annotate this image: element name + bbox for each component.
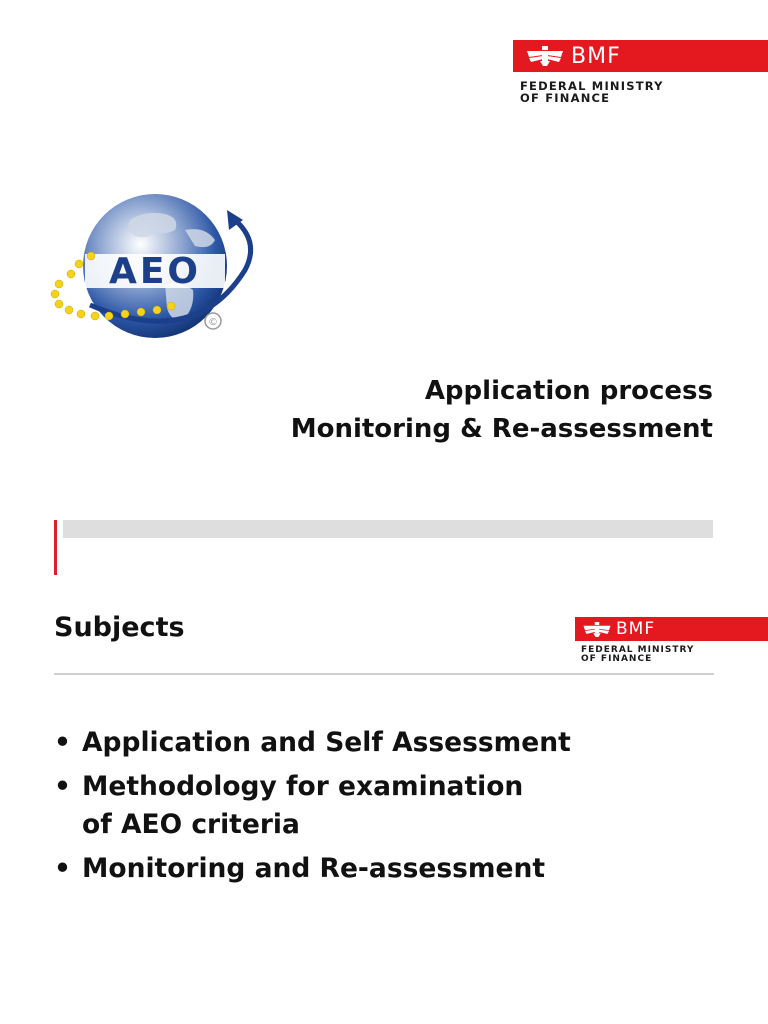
copyright-mark: ©: [208, 317, 218, 328]
bmf-brand-text: BMF: [571, 43, 621, 69]
accent-bar: [54, 520, 57, 575]
aeo-logo: [45, 180, 275, 340]
title-line2: Monitoring & Re-assessment: [290, 414, 713, 444]
slide-title: [291, 372, 713, 448]
bmf-subtitle-line1: FEDERAL MINISTRY: [520, 79, 664, 93]
bmf-subtitle: [581, 646, 694, 665]
bmf-brand-text: BMF: [616, 619, 656, 639]
bmf-subtitle-line2: OF FINANCE: [520, 91, 611, 106]
bmf-logo-banner: [513, 40, 768, 72]
eagle-icon: [582, 621, 612, 638]
list-item-text: Application and Self Assessment: [82, 727, 571, 758]
bullet-icon: •: [54, 771, 71, 802]
bmf-logo-bottom: [575, 617, 768, 669]
eagle-icon: [525, 45, 565, 67]
title-line1: Application process: [424, 376, 713, 406]
aeo-text: AEO: [108, 251, 202, 292]
bmf-subtitle-line1: FEDERAL MINISTRY: [581, 645, 695, 655]
bmf-subtitle: [520, 80, 664, 104]
heading-rule: [54, 673, 714, 675]
list-item: [54, 724, 571, 762]
bullet-icon: •: [54, 853, 71, 884]
subjects-list: [54, 724, 571, 894]
divider-band: [63, 520, 713, 538]
bmf-subtitle-line2: OF FINANCE: [581, 654, 653, 665]
list-item-text: of AEO criteria: [82, 809, 300, 840]
bmf-logo-top: [513, 40, 768, 110]
list-item: [54, 768, 571, 844]
section-heading: Subjects: [54, 612, 185, 643]
list-item-text: Monitoring and Re-assessment: [82, 853, 545, 884]
list-item-text: Methodology for examination: [82, 771, 524, 802]
bmf-logo-banner: [575, 617, 768, 641]
list-item: [54, 850, 571, 888]
bullet-icon: •: [54, 727, 71, 758]
